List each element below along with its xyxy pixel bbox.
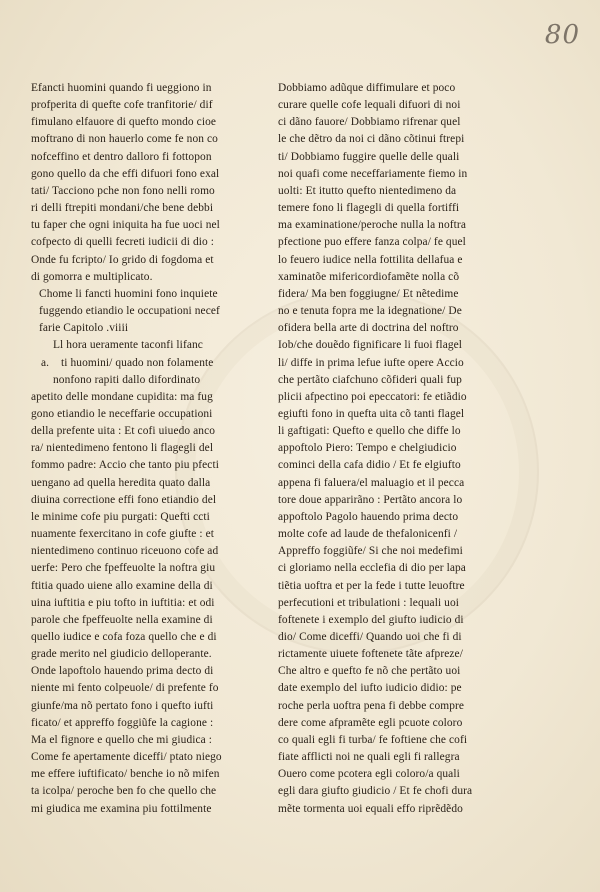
text-line: foftenete i exemplo del giufto iudicio di (278, 613, 464, 626)
text-line: ficato/ et appreffo foggiũfe la cagione : (31, 716, 214, 729)
text-line: Dobbiamo adũque diffimulare et poco (278, 82, 456, 94)
text-line: Onde fu fcripto/ Io grido di fogdoma et (31, 253, 214, 266)
text-line: ta icolpa/ peroche ben fo che quello che (31, 785, 217, 798)
text-line: no e tenuta fopra me la idegnatione/ De (278, 305, 462, 318)
text-line: Efancti huomini quando fi ueggiono in (31, 82, 212, 94)
text-line: ri delli ftrepiti mondani/che bene debbi (31, 202, 214, 215)
text-line: appoftolo Piero: Tempo e chelgiudicio (278, 442, 457, 455)
marginal-letter: a. (41, 356, 50, 369)
text-line: Iob/che douẽdo fignificare li fuoi flagel (278, 339, 463, 352)
text-line: xaminatõe mifericordiofamẽte nolla cõ (278, 270, 460, 283)
text-line: di gomorra e multiplicato. (31, 270, 153, 283)
right-text-column (278, 80, 511, 818)
text-line: Ll hora ueramente taconfi lifanc (53, 339, 203, 352)
text-line: nuamente fexercitano in cofe giufte : et (31, 528, 215, 541)
text-line: mẽte tormenta uoi equali effo riprẽdẽdo (278, 802, 463, 815)
text-line: Onde lapoftolo hauendo prima decto di (31, 665, 214, 678)
text-line: tore doue apparirãno : Pertãto ancora lo (278, 493, 463, 506)
text-line: ci dãno fauore/ Dobbiamo rifrenar quel (278, 116, 461, 129)
text-line: quello iudice e cofa foza quello che e di (31, 631, 217, 643)
text-line: diuina correctione effi fono etiandio del (31, 493, 217, 506)
text-line: grade merito nel giudicio delloperante. (31, 648, 212, 661)
text-line: nientedimeno continuo riceuono cofe ad (31, 545, 219, 558)
text-line: tiẽtia uoftra et per la fede i tutte leuoftre (278, 579, 465, 592)
text-line: nonfono rapiti dallo difordinato (53, 373, 201, 386)
text-line: tu faper che ogni iniquita ha fue uoci nel (31, 219, 220, 232)
text-line: appoftolo Pagolo hauendo prima decto (278, 510, 459, 523)
text-line: date exemplo del iufto iudicio didio: pe (278, 682, 462, 695)
text-line: ti/ Dobbiamo fuggire quelle delle quali (278, 150, 460, 163)
text-line: ci gloriamo nella ecclefia di dio per lapa (278, 562, 466, 575)
text-line: parole che fpeffeuolte nella examine di (31, 613, 213, 626)
text-line: che pertãto ciafchuno cõfideri quali fup (278, 373, 462, 386)
text-line: uolti: Et itutto quefto nientedimeno da (278, 184, 457, 197)
text-line: giunfe/ma nõ pertato fono i quefto iufti (31, 699, 214, 712)
text-line (31, 355, 250, 372)
text-line: Chome li fancti huomini fono inquiete (39, 287, 218, 300)
text-line: niente mi fento colpeuole/ di prefente fo (31, 682, 219, 695)
text-line: fuggendo etiandio le occupationi necef (39, 305, 220, 318)
text-line: ra/ nientedimeno fentono li flagegli del (31, 442, 214, 455)
text-line: Appreffo foggiũfe/ Si che noi medefimi (278, 545, 463, 558)
text-line: nofceffino et dentro dalloro fi fottopon (31, 150, 212, 163)
text-line-continuation: ti huomini/ quado non folamente (61, 356, 214, 369)
text-line: dio/ Come diceffi/ Quando uoi che fi di (278, 631, 462, 643)
text-line: Ouero come pcotera egli coloro/a quali (278, 768, 460, 781)
text-line: tati/ Tacciono pche non fono nelli romo (31, 184, 215, 197)
text-line: ofidera bella arte di doctrina del noftro (278, 322, 459, 335)
text-line: dere come afpramẽte egli pcuote coloro (278, 716, 463, 729)
text-line: roche perla uoftra pena fi debbe compre (278, 699, 465, 712)
text-line: plicii afpectino poi epeccatori: fe etiãdio (278, 390, 467, 403)
text-line: uina iuftitia e piu tofto in iuftitia: et odi (31, 596, 215, 609)
text-line: fidera/ Ma ben foggiugne/ Et nẽtedime (278, 287, 459, 300)
text-line: ma examinatione/peroche nulla la noftra (278, 219, 466, 232)
text-line: appena fi faluera/el maluagio et il pecca (278, 476, 465, 489)
text-line: lo feuero iudice nella fottilita dellafua e (278, 253, 463, 266)
text-line: della prefente uita : Et cofi uiuedo anco (31, 425, 216, 438)
text-line: noi quafi come neceffariamente fiemo in (278, 167, 468, 180)
text-line: Ma el fignore e quello che mi giudica : (31, 733, 213, 746)
text-line: apetito delle mondane cupidita: ma fug (31, 390, 213, 403)
left-text-column (31, 80, 250, 818)
text-line: cominci della cafa didio / Et fe elgiufto (278, 459, 461, 472)
text-line: le che dẽtro da noi ci dãno cõtinui ftrepi (278, 133, 465, 146)
text-line: profperita di quefte cofe tranfitorie/ dif (31, 99, 213, 112)
text-line: curare quelle cofe lequali difuori di noi (278, 99, 461, 112)
text-line: me effere iuftificato/ benche io nõ mifen (31, 768, 220, 781)
text-line: fiate afflicti noi ne quali egli fi rallegra (278, 751, 460, 764)
text-line: cofpecto di quelli fecreti iudicii di dio : (31, 236, 215, 249)
folio-number: 80 (544, 20, 580, 50)
text-line: egli dara giufto giudicio / Et fe chofi dura (278, 785, 473, 798)
text-line: gono quello da che effi difuori fono exal (31, 167, 220, 180)
text-line: pfectione puo effere fanza colpa/ fe quel (278, 236, 466, 249)
text-line: uengano ad quella heredita quato dalla (31, 476, 211, 489)
text-line: rictamente uiuete foftenete tãte afpreze/ (278, 648, 463, 661)
text-line: li gaftigati: Quefto e quello che diffe lo (278, 425, 461, 438)
text-line: ftitia quado uiene allo examine della di (31, 579, 213, 592)
text-line: fimulano elfauore di quefto mondo cioe (31, 116, 217, 129)
text-line: molte cofe ad laude de thefalonicenfi / (278, 528, 458, 541)
text-line: moftrano di non hauerlo come fe non co (31, 133, 218, 146)
text-line: farie Capitolo .viiii (39, 322, 129, 335)
text-line: co quali egli fi turba/ fe foftiene che cofi (278, 733, 468, 746)
text-line: fommo padre: Accio che tanto piu pfecti (31, 459, 219, 472)
text-line: Che altro e quefto fe nõ che pertãto uoi (278, 665, 461, 678)
text-line: perfecutioni et tribulationi : lequali uoi (278, 596, 460, 609)
text-line: mi giudica me examina piu fottilmente (31, 802, 212, 815)
text-line: temere fono li flagegli di quella fortiffi (278, 202, 460, 215)
text-line: uerfe: Pero che fpeffeuolte la noftra giu (31, 562, 216, 575)
text-line: le minime cofe piu purgati: Quefti ccti (31, 510, 210, 523)
text-line: Come fe apertamente diceffi/ ptato niego (31, 751, 222, 764)
text-line: li/ diffe in prima lefue iufte opere Accio (278, 356, 464, 369)
text-line: gono etiandio le neceffarie occupationi (31, 407, 213, 420)
text-line: egiufti fono in quefta uita cõ tanti flagel (278, 407, 465, 420)
